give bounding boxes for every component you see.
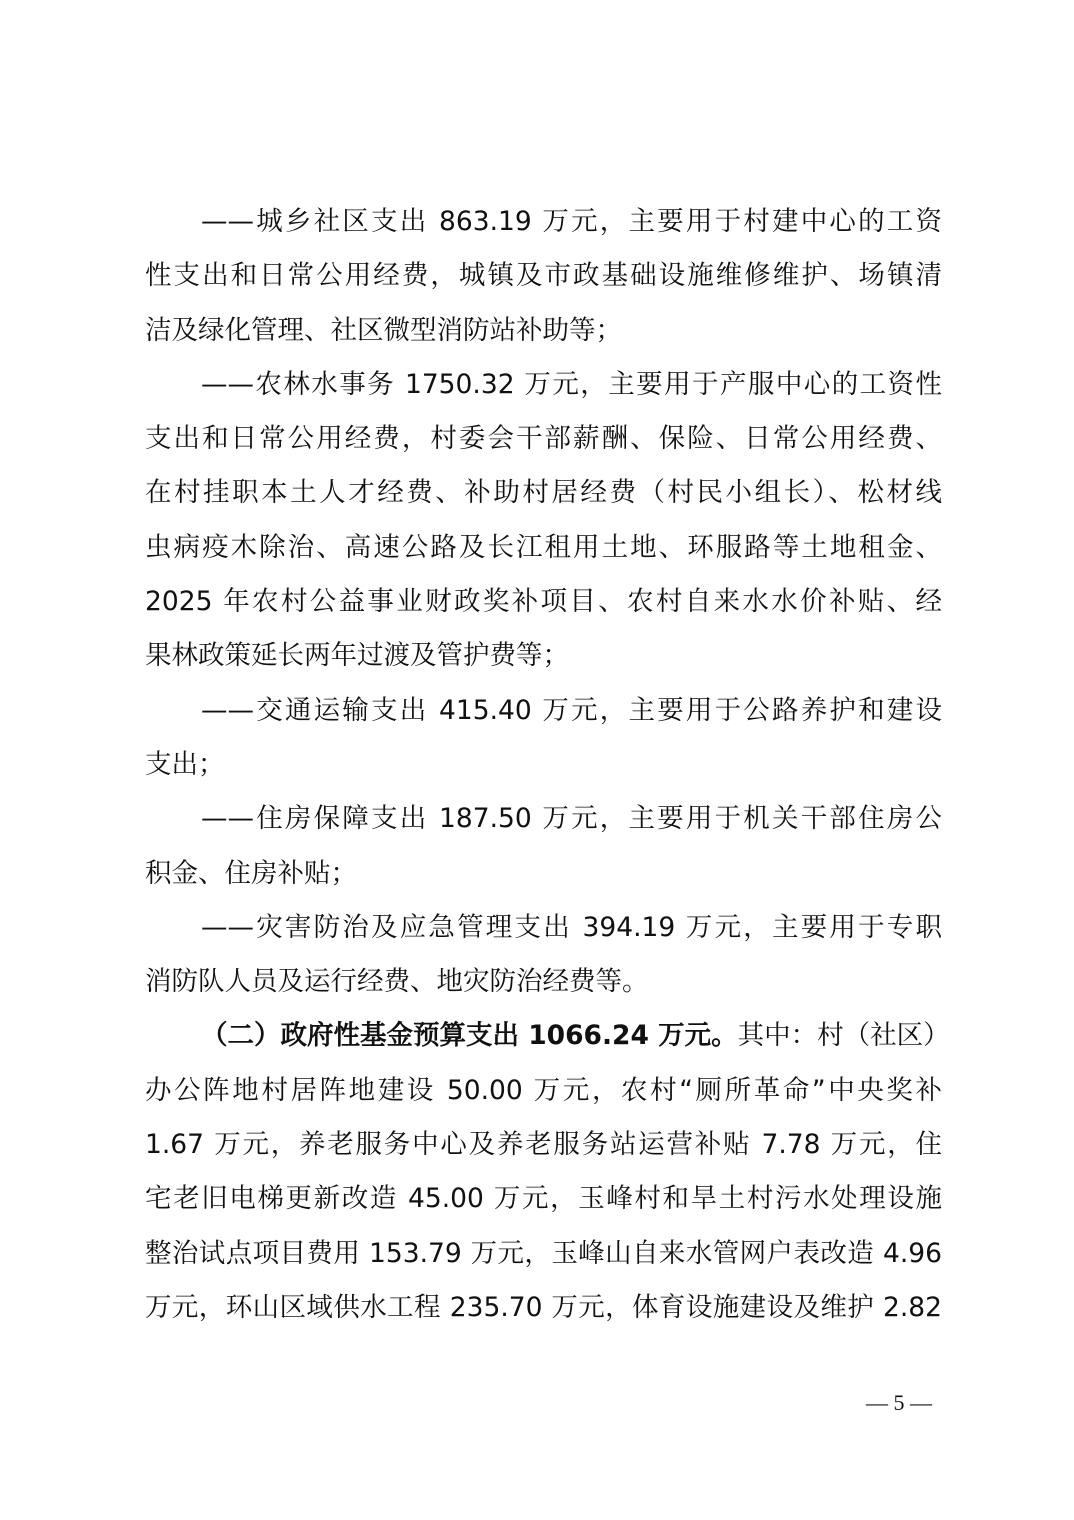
paragraph-line: 虫病疫木除治、高速公路及长江租用土地、环服路等土地租金、 (145, 531, 942, 563)
paragraph-line: 在村挂职本土人才经费、补助村居经费（村民小组长）、松材线 (145, 477, 942, 509)
paragraph-line: 1.67 万元，养老服务中心及养老服务站运营补贴 7.78 万元，住 (145, 1129, 942, 1161)
paragraph-line: 整治试点项目费用 153.79 万元，玉峰山自来水管网户表改造 4.96 (145, 1237, 942, 1269)
paragraph-line: ——城乡社区支出 863.19 万元，主要用于村建中心的工资 (201, 206, 942, 237)
paragraph-line: 消防队人员及运行经费、地灾防治经费等。 (145, 966, 649, 998)
paragraph-line: ——交通运输支出 415.40 万元，主要用于公路养护和建设 (201, 694, 942, 726)
page-number: — 5 — (866, 1390, 932, 1415)
paragraph-line: ——农林水事务 1750.32 万元，主要用于产服中心的工资性 (201, 368, 942, 400)
paragraph-line: 果林政策延长两年过渡及管护费等； (145, 640, 569, 672)
paragraph-line: ——灾害防治及应急管理支出 394.19 万元，主要用于专职 (201, 911, 942, 943)
paragraph-line: 2025 年农村公益事业财政奖补项目、农村自来水水价补贴、经 (145, 586, 942, 618)
section-heading: （二）政府性基金预算支出 1066.24 万元。 (201, 1020, 738, 1052)
paragraph-line: 洁及绿化管理、社区微型消防站补助等； (145, 314, 622, 346)
paragraph-line: 办公阵地村居阵地建设 50.00 万元，农村“厕所革命”中央奖补 (145, 1074, 942, 1106)
section-heading-continuation: 其中：村（社区） (737, 1020, 950, 1052)
paragraph-line: 性支出和日常公用经费，城镇及市政基础设施维修维护、场镇清 (145, 260, 942, 292)
section-heading-line (145, 1009, 950, 1063)
paragraph-line: 积金、住房补贴； (145, 857, 357, 889)
paragraph-line: 支出； (145, 748, 225, 780)
paragraph-line: 宅老旧电梯更新改造 45.00 万元，玉峰村和旱土村污水处理设施 (145, 1183, 942, 1215)
paragraph-line: 万元，环山区域供水工程 235.70 万元，体育设施建设及维护 2.82 (145, 1291, 942, 1323)
document-body (145, 195, 950, 1335)
paragraph-line: 支出和日常公用经费，村委会干部薪酬、保险、日常公用经费、 (145, 423, 942, 455)
paragraph-line: ——住房保障支出 187.50 万元，主要用于机关干部住房公 (201, 803, 942, 835)
